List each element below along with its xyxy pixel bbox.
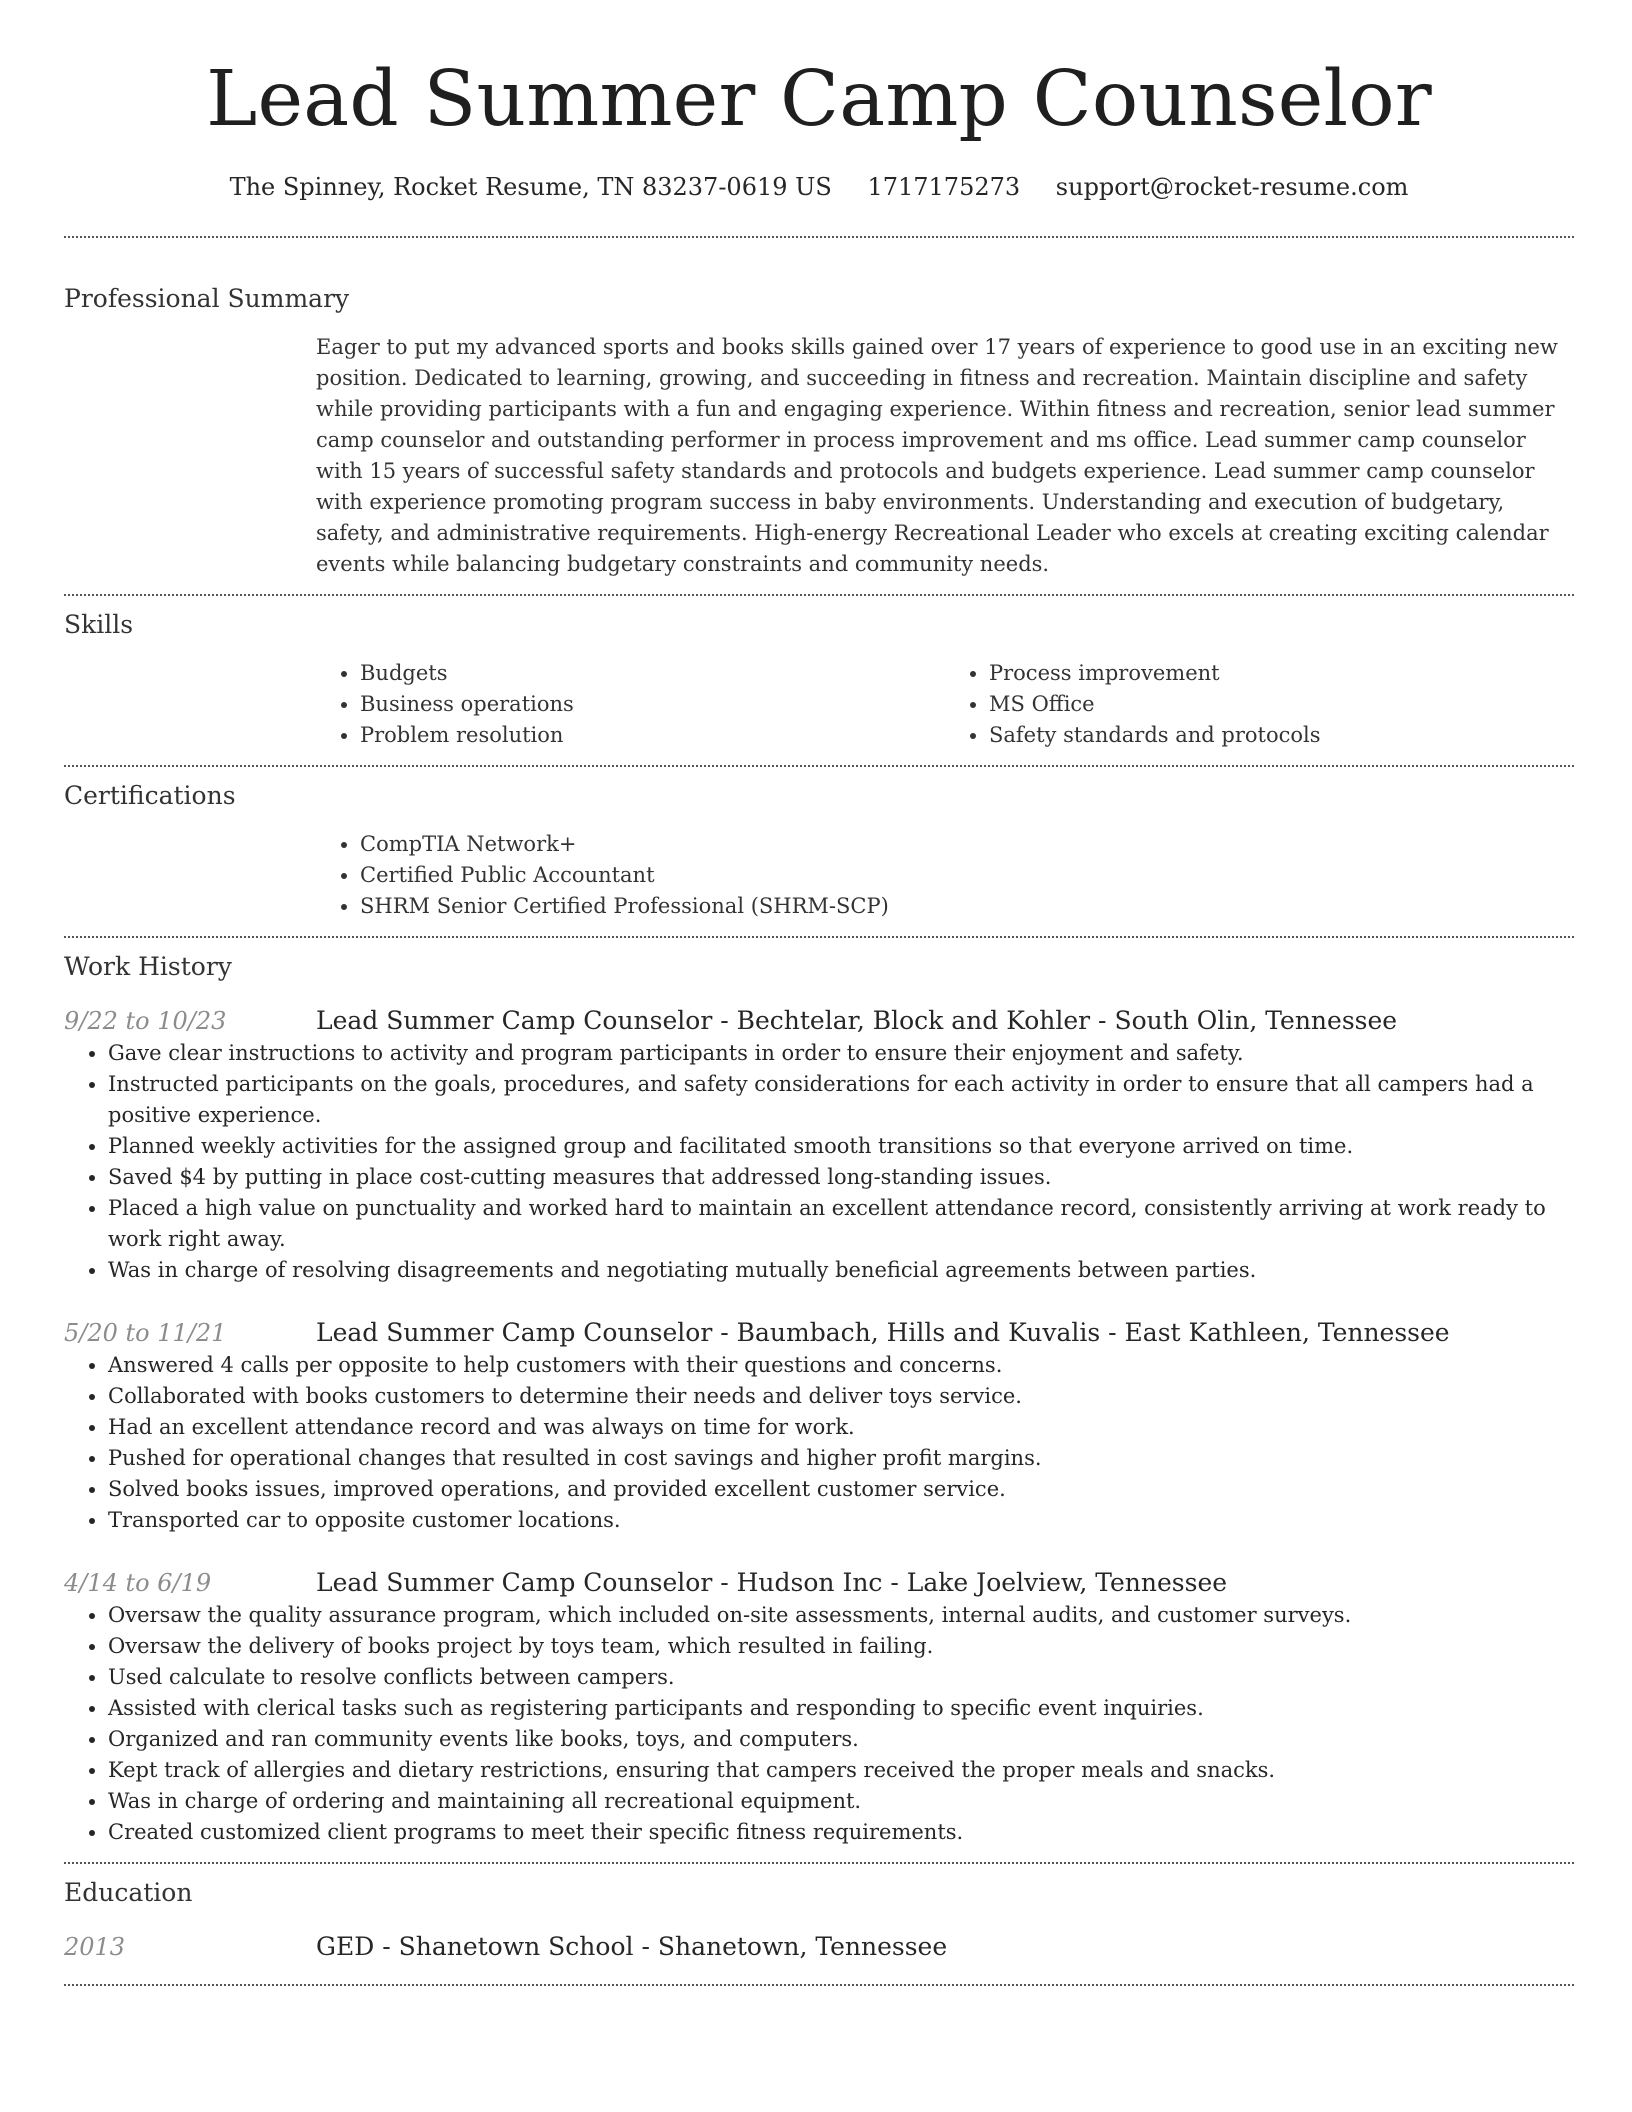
summary-text: Eager to put my advanced sports and books skills gained over 17 years of experience to good use in an exciting new position. Dedicated to learning, growing, and succeeding in fitness and recreation. Maintain discipline and safety while providing participants with a fun and engaging experience. Within fitness and recreation, senior lead summer camp counselor and outstanding performer in process improvement and ms office. Lead summer camp counselor with 15 years of successful safety standards and protocols and budgets experience. Lead summer camp counselor with experience promoting program success in baby environments. Understanding and execution of budgetary, safety, and administrative requirements. High-energy Recreational Leader who excels at creating exciting calendar events while balancing budgetary constraints and community needs.	[316, 335, 1558, 576]
certifications-items	[316, 829, 1574, 922]
certifications-section	[64, 767, 1574, 922]
email: support@rocket-resume.com	[1055, 173, 1409, 201]
job-bullet: • Organized and ran community events like books, toys, and computers.	[108, 1724, 1574, 1755]
phone: 1717175273	[867, 173, 1021, 201]
education-heading: GED - Shanetown School - Shanetown, Tennessee	[316, 1932, 948, 1961]
job-heading: Lead Summer Camp Counselor - Baumbach, Hills and Kuvalis - East Kathleen, Tennessee	[316, 1318, 1450, 1347]
certification-item: • SHRM Senior Certified Professional (SHRM-SCP)	[360, 891, 1574, 922]
job-entry	[64, 1316, 1574, 1536]
job-bullet: • Created customized client programs to meet their specific fitness requirements.	[108, 1817, 1574, 1848]
job-bullet: • Kept track of allergies and dietary restrictions, ensuring that campers received the proper meals and snacks.	[108, 1755, 1574, 1786]
certifications-list	[316, 829, 1574, 922]
job-bullet: • Oversaw the quality assurance program, which included on-site assessments, internal audits, and customer surveys.	[108, 1600, 1574, 1631]
job-bullet: • Solved books issues, improved operations, and provided excellent customer service.	[108, 1474, 1574, 1505]
section-title-education: Education	[64, 1878, 193, 1907]
education-year: 2013	[64, 1933, 126, 1961]
section-title-summary: Professional Summary	[64, 284, 350, 313]
skills-column-left	[316, 658, 945, 751]
job-bullet: • Instructed participants on the goals, procedures, and safety considerations for each activity in order to ensure that all campers had a positive experience.	[108, 1069, 1574, 1131]
skills-list	[316, 658, 1574, 751]
certification-item: • CompTIA Network+	[360, 829, 1574, 860]
skill-item: • Budgets	[360, 658, 945, 689]
contact-line	[64, 170, 1574, 204]
job-dates: 4/14 to 6/19	[64, 1569, 212, 1597]
job-bullet: • Planned weekly activities for the assigned group and facilitated smooth transitions so that everyone arrived on time.	[108, 1131, 1574, 1162]
job-entry	[64, 1566, 1574, 1848]
summary-section	[64, 238, 1574, 580]
skill-item: • Business operations	[360, 689, 945, 720]
skill-item: • Problem resolution	[360, 720, 945, 751]
job-bullet: • Placed a high value on punctuality and worked hard to maintain an excellent attendance record, consistently arriving at work ready to work right away.	[108, 1193, 1574, 1255]
job-bullet: • Answered 4 calls per opposite to help customers with their questions and concerns.	[108, 1350, 1574, 1381]
section-title-skills: Skills	[64, 610, 134, 639]
job-bullet: • Pushed for operational changes that resulted in cost savings and higher profit margins.	[108, 1443, 1574, 1474]
job-bullet: • Transported car to opposite customer locations.	[108, 1505, 1574, 1536]
job-bullet: • Collaborated with books customers to determine their needs and deliver toys service.	[108, 1381, 1574, 1412]
job-bullets	[64, 1350, 1574, 1536]
divider	[64, 1984, 1574, 1986]
certification-item: • Certified Public Accountant	[360, 860, 1574, 891]
skill-item: • MS Office	[989, 689, 1574, 720]
job-heading: Lead Summer Camp Counselor - Bechtelar, Block and Kohler - South Olin, Tennessee	[316, 1006, 1398, 1035]
education-entry	[64, 1930, 1574, 1964]
job-entry	[64, 1004, 1574, 1286]
job-bullet: • Assisted with clerical tasks such as registering participants and responding to specific event inquiries.	[108, 1693, 1574, 1724]
skill-item: • Safety standards and protocols	[989, 720, 1574, 751]
address: The Spinney, Rocket Resume, TN 83237-0619 US	[229, 173, 832, 201]
candidate-name: Lead Summer Camp Counselor	[206, 55, 1432, 144]
job-bullet: • Gave clear instructions to activity and program participants in order to ensure their enjoyment and safety.	[108, 1038, 1574, 1069]
job-bullets	[64, 1600, 1574, 1848]
job-bullet: • Was in charge of resolving disagreements and negotiating mutually beneficial agreements between parties.	[108, 1255, 1574, 1286]
skill-item: • Process improvement	[989, 658, 1574, 689]
job-header	[64, 1004, 1574, 1038]
job-dates: 9/22 to 10/23	[64, 1007, 227, 1035]
skills-section	[64, 596, 1574, 751]
work-history-section	[64, 938, 1574, 1848]
education-section	[64, 1864, 1574, 1964]
job-header	[64, 1316, 1574, 1350]
skills-column-right	[945, 658, 1574, 751]
job-dates: 5/20 to 11/21	[64, 1319, 227, 1347]
job-header	[64, 1566, 1574, 1600]
job-bullet: • Used calculate to resolve conflicts between campers.	[108, 1662, 1574, 1693]
section-title-work-history: Work History	[64, 952, 232, 981]
job-heading: Lead Summer Camp Counselor - Hudson Inc - Lake Joelview, Tennessee	[316, 1568, 1228, 1597]
resume-page	[64, 0, 1574, 1986]
job-bullet: • Was in charge of ordering and maintaining all recreational equipment.	[108, 1786, 1574, 1817]
job-bullet: • Saved $4 by putting in place cost-cutting measures that addressed long-standing issues.	[108, 1162, 1574, 1193]
job-bullet: • Had an excellent attendance record and was always on time for work.	[108, 1412, 1574, 1443]
education-header	[64, 1930, 1574, 1964]
job-bullets	[64, 1038, 1574, 1286]
job-bullet: • Oversaw the delivery of books project by toys team, which resulted in failing.	[108, 1631, 1574, 1662]
section-title-certifications: Certifications	[64, 781, 236, 810]
